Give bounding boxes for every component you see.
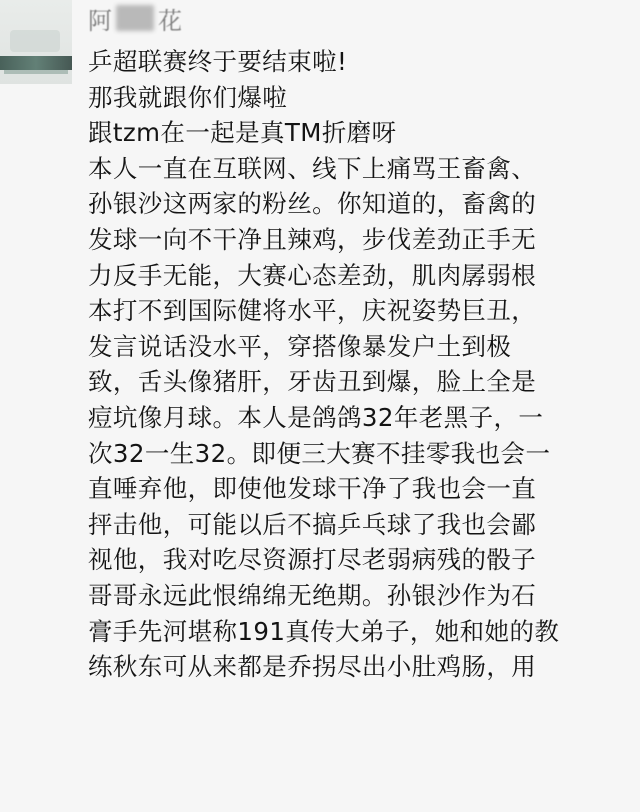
message-line: 孙银沙这两家的粉丝。你知道的，畜禽的 xyxy=(88,189,537,219)
message-line: 视他，我对吃尽资源打尽老弱病残的骰子 xyxy=(88,545,537,575)
avatar-shade xyxy=(10,30,60,52)
message-line: 抨击他，可能以后不搞乒乓球了我也会鄙 xyxy=(88,509,537,539)
message-line: 乒超联赛终于要结束啦! xyxy=(88,47,348,76)
message-line: 跟tzm在一起是真TM折磨呀 xyxy=(88,118,397,148)
message-line: 发球一向不干净且辣鸡，步伐差劲正手无 xyxy=(88,224,537,254)
message-line: 哥哥永远此恨绵绵无绝期。孙银沙作为石 xyxy=(88,580,537,610)
username[interactable] xyxy=(88,4,182,35)
message-line: 本打不到国际健将水平，庆祝姿势巨丑， xyxy=(88,296,537,326)
message-line: 力反手无能，大赛心态差劲，肌肉孱弱根 xyxy=(88,260,537,290)
message-line: 膏手先河堪称191真传大弟子，她和她的教 xyxy=(88,616,560,646)
avatar-stripe xyxy=(0,56,72,70)
message-line: 练秋东可从来都是乔拐尽出小肚鸡肠，用 xyxy=(88,652,537,682)
message-line: 致，舌头像猪肝，牙齿丑到爆，脸上全是 xyxy=(88,367,537,397)
avatar[interactable] xyxy=(0,0,72,84)
message-line: 次32一生32。即便三大赛不挂零我也会一 xyxy=(88,438,551,468)
message-line: 那我就跟你们爆啦 xyxy=(88,82,288,112)
message-line: 发言说话没水平，穿搭像暴发户土到极 xyxy=(88,331,512,361)
message-line: 直唾弃他，即使他发球干净了我也会一直 xyxy=(88,474,537,504)
message-line: 本人一直在互联网、线下上痛骂王畜禽、 xyxy=(88,153,537,183)
username-redacted xyxy=(116,5,154,31)
username-start: 阿 xyxy=(88,6,112,35)
message-body xyxy=(88,44,640,685)
username-end: 花 xyxy=(158,6,182,35)
avatar-stripe-accent xyxy=(4,70,68,74)
message-line: 痘坑像月球。本人是鸽鸽32年老黑子，一 xyxy=(88,402,544,432)
